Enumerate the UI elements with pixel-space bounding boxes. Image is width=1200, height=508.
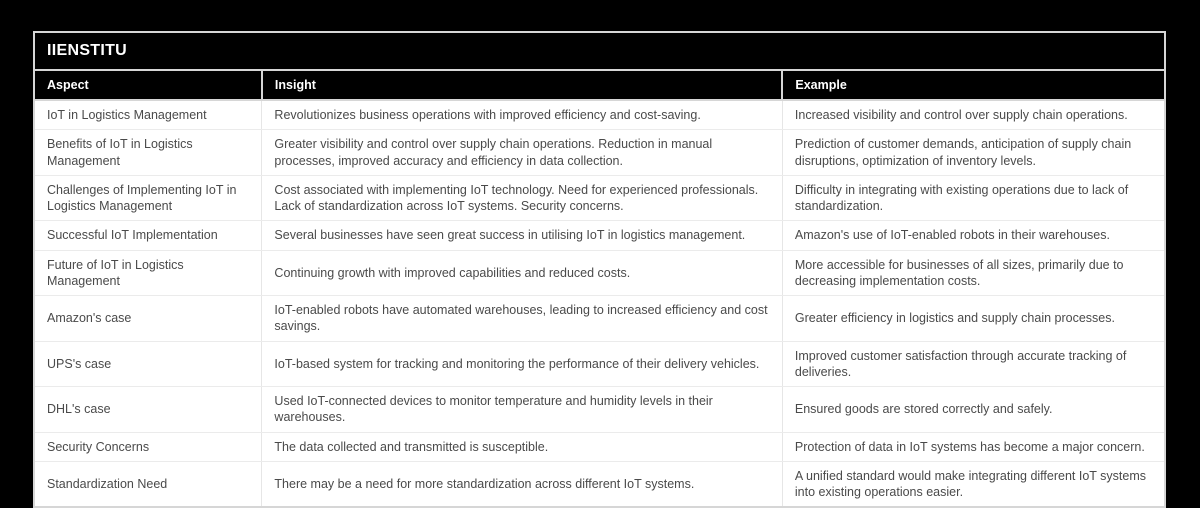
aspect-cell: Future of IoT in Logistics Management — [35, 250, 262, 296]
insight-cell: Continuing growth with improved capabilities and reduced costs. — [262, 250, 782, 296]
example-cell: Amazon's use of IoT-enabled robots in their warehouses. — [782, 221, 1164, 250]
aspect-cell: Standardization Need — [35, 461, 262, 506]
table-header — [35, 71, 1164, 100]
table-row — [35, 432, 1164, 461]
example-cell: Improved customer satisfaction through accurate tracking of deliveries. — [782, 341, 1164, 387]
example-cell: Prediction of customer demands, anticipation of supply chain disruptions, optimization of inventory levels. — [782, 130, 1164, 176]
column-header-insight: Insight — [262, 71, 782, 100]
aspect-cell: Challenges of Implementing IoT in Logistics Management — [35, 175, 262, 221]
content-frame — [33, 31, 1166, 508]
table-row — [35, 341, 1164, 387]
aspect-cell: Benefits of IoT in Logistics Management — [35, 130, 262, 176]
insight-cell: Several businesses have seen great success in utilising IoT in logistics management. — [262, 221, 782, 250]
example-cell: A unified standard would make integrating different IoT systems into existing operations easier. — [782, 461, 1164, 506]
table-row — [35, 130, 1164, 176]
insight-cell: Cost associated with implementing IoT technology. Need for experienced professionals. Lack of standardization across IoT systems. Security concerns. — [262, 175, 782, 221]
insight-cell: Used IoT-connected devices to monitor temperature and humidity levels in their warehouses. — [262, 387, 782, 433]
example-cell: Protection of data in IoT systems has become a major concern. — [782, 432, 1164, 461]
table-row — [35, 296, 1164, 342]
example-cell: More accessible for businesses of all sizes, primarily due to decreasing implementation costs. — [782, 250, 1164, 296]
aspect-cell: UPS's case — [35, 341, 262, 387]
table-row — [35, 461, 1164, 506]
aspect-cell: Amazon's case — [35, 296, 262, 342]
table-row — [35, 250, 1164, 296]
insight-cell: There may be a need for more standardization across different IoT systems. — [262, 461, 782, 506]
aspect-insight-example-table — [35, 71, 1164, 506]
insight-cell: Revolutionizes business operations with improved efficiency and cost-saving. — [262, 100, 782, 130]
table-row — [35, 387, 1164, 433]
example-cell: Increased visibility and control over supply chain operations. — [782, 100, 1164, 130]
brand-title: IIENSTITU — [35, 33, 1164, 71]
aspect-cell: Security Concerns — [35, 432, 262, 461]
table-body — [35, 100, 1164, 506]
aspect-cell: DHL's case — [35, 387, 262, 433]
aspect-cell: Successful IoT Implementation — [35, 221, 262, 250]
insight-cell: IoT-enabled robots have automated warehouses, leading to increased efficiency and cost savings. — [262, 296, 782, 342]
aspect-cell: IoT in Logistics Management — [35, 100, 262, 130]
example-cell: Ensured goods are stored correctly and safely. — [782, 387, 1164, 433]
header-row — [35, 71, 1164, 100]
column-header-aspect: Aspect — [35, 71, 262, 100]
column-header-example: Example — [782, 71, 1164, 100]
example-cell: Greater efficiency in logistics and supply chain processes. — [782, 296, 1164, 342]
table-row — [35, 100, 1164, 130]
insight-cell: The data collected and transmitted is susceptible. — [262, 432, 782, 461]
insight-cell: Greater visibility and control over supply chain operations. Reduction in manual processes, improved accuracy and efficiency in data collection. — [262, 130, 782, 176]
table-row — [35, 175, 1164, 221]
example-cell: Difficulty in integrating with existing operations due to lack of standardization. — [782, 175, 1164, 221]
table-row — [35, 221, 1164, 250]
insight-cell: IoT-based system for tracking and monitoring the performance of their delivery vehicles. — [262, 341, 782, 387]
